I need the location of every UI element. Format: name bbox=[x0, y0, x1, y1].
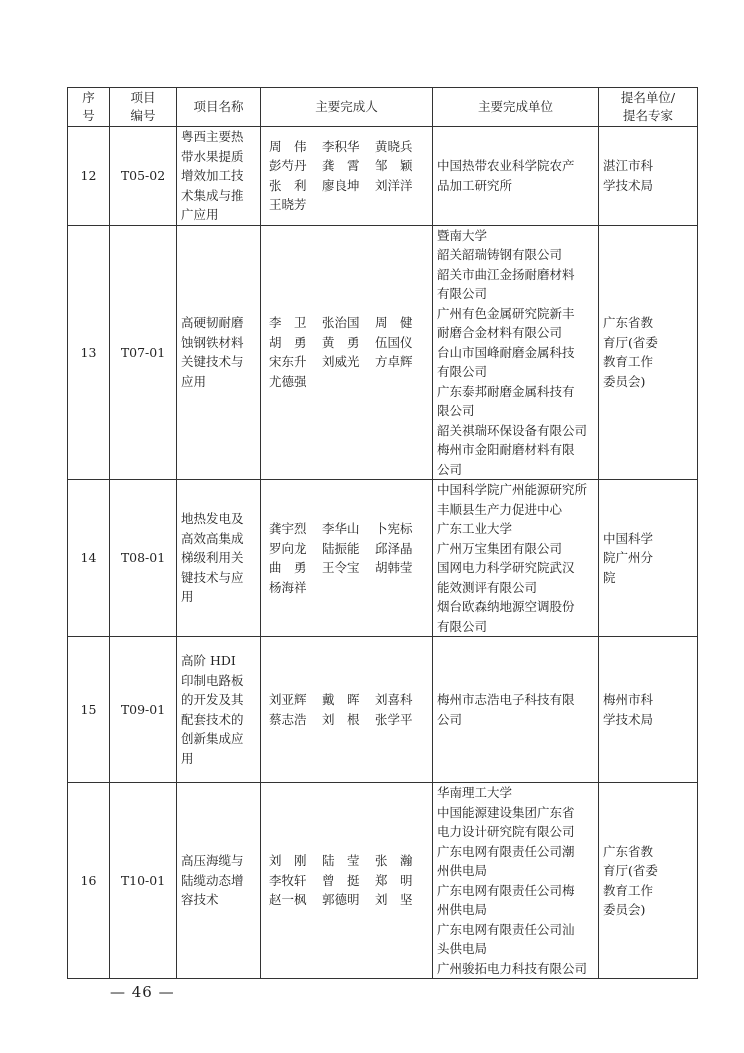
awards-table bbox=[67, 87, 698, 979]
header-main-people bbox=[261, 88, 433, 127]
header-text: 号 bbox=[82, 108, 95, 123]
cell-nominator bbox=[599, 225, 698, 480]
cell-people bbox=[261, 783, 433, 979]
person-name: 刘亚辉 bbox=[269, 692, 307, 707]
table-row bbox=[68, 637, 698, 783]
person-name: 胡韩莹 bbox=[375, 560, 413, 575]
unit-line: 中国能源建设集团广东省 bbox=[437, 804, 575, 820]
table-row bbox=[68, 225, 698, 480]
unit-line: 广东电网有限责任公司梅 bbox=[437, 882, 575, 898]
person-name: 龚宇烈 bbox=[269, 521, 307, 536]
cell-code: T07-01 bbox=[110, 225, 177, 480]
person-name: 曾 挺 bbox=[322, 872, 360, 888]
people-line bbox=[265, 176, 428, 196]
unit-line: 梅州市金阳耐磨材料有限 bbox=[437, 442, 575, 457]
person-name: 王晓芳 bbox=[269, 197, 307, 213]
cell-units bbox=[433, 480, 599, 637]
people-line bbox=[265, 195, 428, 215]
name-line: 高效高集成 bbox=[181, 530, 244, 546]
unit-line: 电力设计研究院有限公司 bbox=[437, 824, 575, 839]
cell-project-name bbox=[177, 127, 261, 226]
header-main-units bbox=[433, 88, 599, 127]
unit-line: 丰顺县生产力促进中心 bbox=[437, 501, 563, 517]
name-line: 的开发及其 bbox=[181, 692, 244, 707]
cell-project-name bbox=[177, 637, 261, 783]
nominator-line: 育厅(省委 bbox=[603, 334, 658, 350]
nominator-line: 育厅(省委 bbox=[603, 863, 658, 878]
nominator-line: 学技术局 bbox=[603, 177, 654, 193]
page-number: — 46 — bbox=[110, 983, 175, 1001]
header-text: 主要完成人 bbox=[315, 99, 378, 114]
cell-people bbox=[261, 127, 433, 226]
person-name: 陆 莹 bbox=[322, 853, 360, 869]
name-line: 蚀钢铁材料 bbox=[181, 334, 244, 350]
people-line bbox=[265, 137, 428, 157]
people-line bbox=[265, 690, 428, 710]
people-line bbox=[265, 710, 428, 730]
person-name: 王令宝 bbox=[322, 560, 360, 575]
unit-line: 广州有色金属研究院新丰 bbox=[437, 305, 575, 321]
header-code bbox=[110, 88, 177, 127]
cell-project-name bbox=[177, 783, 261, 979]
unit-line: 品加工研究所 bbox=[437, 177, 513, 193]
person-name: 邱泽晶 bbox=[375, 540, 413, 556]
person-name: 刘 刚 bbox=[269, 853, 307, 869]
unit-line: 中国科学院广州能源研究所 bbox=[437, 482, 588, 497]
person-name: 刘喜科 bbox=[375, 692, 413, 707]
name-line: 带水果提质 bbox=[181, 148, 244, 164]
cell-people bbox=[261, 225, 433, 480]
unit-line: 有限公司 bbox=[437, 286, 488, 301]
cell-nominator bbox=[599, 127, 698, 226]
person-name: 龚 霄 bbox=[322, 158, 360, 174]
header-text: 序 bbox=[82, 90, 95, 105]
nominator-line: 学技术局 bbox=[603, 711, 654, 727]
name-line: 应用 bbox=[181, 373, 207, 389]
unit-line: 广东电网有限责任公司潮 bbox=[437, 843, 575, 859]
person-name: 卜宪标 bbox=[375, 521, 413, 536]
header-text: 项目 bbox=[130, 90, 156, 105]
name-line: 印制电路板 bbox=[181, 672, 244, 688]
person-name: 周 健 bbox=[375, 315, 413, 331]
person-name: 刘 根 bbox=[322, 711, 360, 727]
cell-people bbox=[261, 637, 433, 783]
name-line: 陆缆动态增 bbox=[181, 872, 244, 888]
name-line: 创新集成应 bbox=[181, 731, 244, 746]
name-line: 梯级利用关 bbox=[181, 550, 244, 566]
cell-units bbox=[433, 637, 599, 783]
nominator-line: 湛江市科 bbox=[603, 158, 654, 174]
person-name: 廖良坤 bbox=[322, 177, 360, 193]
person-name: 胡 勇 bbox=[269, 334, 307, 350]
unit-line: 韶关祺瑞环保设备有限公司 bbox=[437, 422, 588, 438]
table-header-row bbox=[68, 88, 698, 127]
cell-people bbox=[261, 480, 433, 637]
header-text: 主要完成单位 bbox=[477, 99, 553, 114]
nominator-line: 广东省教 bbox=[603, 315, 654, 331]
nominator-line: 中国科学 bbox=[603, 530, 654, 546]
people-line bbox=[265, 558, 428, 578]
person-name: 周 伟 bbox=[269, 138, 307, 154]
person-name: 张 利 bbox=[269, 177, 307, 193]
cell-units bbox=[433, 225, 599, 480]
table-row bbox=[68, 480, 698, 637]
header-seq bbox=[68, 88, 110, 127]
people-line bbox=[265, 578, 428, 598]
people-line bbox=[265, 156, 428, 176]
unit-line: 州供电局 bbox=[437, 902, 488, 917]
person-name: 杨海祥 bbox=[269, 579, 307, 595]
unit-line: 中国热带农业科学院农产 bbox=[437, 158, 575, 174]
person-name: 李牧轩 bbox=[269, 872, 307, 888]
person-name: 刘洋洋 bbox=[375, 177, 413, 193]
unit-line: 州供电局 bbox=[437, 863, 488, 878]
name-line: 容技术 bbox=[181, 892, 219, 908]
cell-seq: 12 bbox=[68, 127, 110, 226]
people-line bbox=[265, 519, 428, 539]
people-line bbox=[265, 851, 428, 871]
name-line: 增效加工技 bbox=[181, 168, 244, 183]
people-line bbox=[265, 890, 428, 910]
person-name: 宋东升 bbox=[269, 354, 307, 370]
person-name: 刘 坚 bbox=[375, 892, 413, 908]
name-line: 高硬韧耐磨 bbox=[181, 315, 244, 331]
name-line: 用 bbox=[181, 750, 194, 766]
person-name: 张治国 bbox=[322, 315, 360, 331]
cell-nominator bbox=[599, 783, 698, 979]
cell-nominator bbox=[599, 480, 698, 637]
nominator-line: 教育工作 bbox=[603, 354, 654, 370]
person-name: 李华山 bbox=[322, 521, 360, 536]
cell-units bbox=[433, 783, 599, 979]
header-text: 提名专家 bbox=[622, 108, 673, 123]
unit-line: 广东工业大学 bbox=[437, 521, 513, 536]
nominator-line: 梅州市科 bbox=[603, 692, 654, 707]
cell-code: T10-01 bbox=[110, 783, 177, 979]
unit-line: 广州骏拓电力科技有限公司 bbox=[437, 960, 588, 976]
unit-line: 烟台欧森纳地源空调股份 bbox=[437, 599, 575, 614]
unit-line: 公司 bbox=[437, 711, 463, 727]
cell-seq: 14 bbox=[68, 480, 110, 637]
person-name: 尤德强 bbox=[269, 373, 307, 389]
people-line bbox=[265, 539, 428, 559]
unit-line: 限公司 bbox=[437, 403, 475, 418]
unit-line: 梅州市志浩电子科技有限 bbox=[437, 692, 575, 707]
person-name: 郑 明 bbox=[375, 872, 413, 888]
person-name: 蔡志浩 bbox=[269, 711, 307, 727]
name-line: 高压海缆与 bbox=[181, 853, 244, 869]
cell-seq: 16 bbox=[68, 783, 110, 979]
people-line bbox=[265, 313, 428, 333]
nominator-line: 院 bbox=[603, 569, 616, 585]
person-name: 曲 勇 bbox=[269, 560, 307, 575]
people-line bbox=[265, 333, 428, 353]
unit-line: 韶关韶瑞铸钢有限公司 bbox=[437, 247, 563, 262]
person-name: 陆振能 bbox=[322, 540, 360, 556]
table-row bbox=[68, 783, 698, 979]
people-line bbox=[265, 352, 428, 372]
person-name: 李积华 bbox=[322, 138, 360, 154]
name-line: 地热发电及 bbox=[181, 511, 244, 527]
name-line: 术集成与推 bbox=[181, 187, 244, 203]
person-name: 张 瀚 bbox=[375, 853, 413, 869]
table-row bbox=[68, 127, 698, 226]
unit-line: 韶关市曲江金扬耐磨材料 bbox=[437, 266, 575, 282]
person-name: 赵一枫 bbox=[269, 892, 307, 908]
unit-line: 暨南大学 bbox=[437, 227, 488, 243]
person-name: 黄晓兵 bbox=[375, 138, 413, 154]
person-name: 张学平 bbox=[375, 711, 413, 727]
person-name: 李 卫 bbox=[269, 315, 307, 331]
person-name: 黄 勇 bbox=[322, 334, 360, 350]
nominator-line: 院广州分 bbox=[603, 550, 654, 566]
people-line bbox=[265, 871, 428, 891]
unit-line: 广东泰邦耐磨金属科技有 bbox=[437, 383, 575, 399]
person-name: 戴 晖 bbox=[322, 692, 360, 707]
unit-line: 台山市国峰耐磨金属科技 bbox=[437, 344, 575, 360]
unit-line: 耐磨合金材料有限公司 bbox=[437, 325, 563, 340]
name-line: 高阶 HDI bbox=[181, 653, 236, 668]
unit-line: 广州万宝集团有限公司 bbox=[437, 540, 563, 556]
person-name: 彭芍丹 bbox=[269, 158, 307, 174]
person-name: 伍国仪 bbox=[375, 334, 413, 350]
name-line: 键技术与应 bbox=[181, 569, 244, 585]
cell-project-name bbox=[177, 480, 261, 637]
cell-code: T08-01 bbox=[110, 480, 177, 637]
unit-line: 公司 bbox=[437, 461, 463, 477]
person-name: 刘威光 bbox=[322, 354, 360, 370]
name-line: 关键技术与 bbox=[181, 354, 244, 370]
cell-code: T09-01 bbox=[110, 637, 177, 783]
person-name: 郭德明 bbox=[322, 892, 360, 908]
name-line: 用 bbox=[181, 589, 194, 605]
cell-project-name bbox=[177, 225, 261, 480]
unit-line: 广东电网有限责任公司汕 bbox=[437, 921, 575, 937]
header-text: 项目名称 bbox=[193, 99, 244, 114]
header-text: 编号 bbox=[130, 108, 156, 123]
name-line: 配套技术的 bbox=[181, 711, 244, 727]
cell-units bbox=[433, 127, 599, 226]
header-text: 提名单位/ bbox=[620, 90, 676, 105]
people-line bbox=[265, 372, 428, 392]
unit-line: 华南理工大学 bbox=[437, 785, 513, 800]
name-line: 广应用 bbox=[181, 207, 219, 222]
cell-code: T05-02 bbox=[110, 127, 177, 226]
nominator-line: 委员会) bbox=[603, 902, 646, 917]
cell-seq: 13 bbox=[68, 225, 110, 480]
unit-line: 头供电局 bbox=[437, 941, 488, 956]
unit-line: 有限公司 bbox=[437, 364, 488, 379]
cell-nominator bbox=[599, 637, 698, 783]
header-project-name bbox=[177, 88, 261, 127]
person-name: 邹 颖 bbox=[375, 158, 413, 174]
person-name: 方卓辉 bbox=[375, 354, 413, 370]
unit-line: 有限公司 bbox=[437, 618, 488, 634]
nominator-line: 委员会) bbox=[603, 373, 646, 389]
nominator-line: 教育工作 bbox=[603, 882, 654, 898]
header-nominator bbox=[599, 88, 698, 127]
cell-seq: 15 bbox=[68, 637, 110, 783]
unit-line: 国网电力科学研究院武汉 bbox=[437, 560, 575, 575]
name-line: 粤西主要热 bbox=[181, 129, 244, 144]
person-name: 罗向龙 bbox=[269, 540, 307, 556]
unit-line: 能效测评有限公司 bbox=[437, 579, 538, 595]
nominator-line: 广东省教 bbox=[603, 843, 654, 859]
